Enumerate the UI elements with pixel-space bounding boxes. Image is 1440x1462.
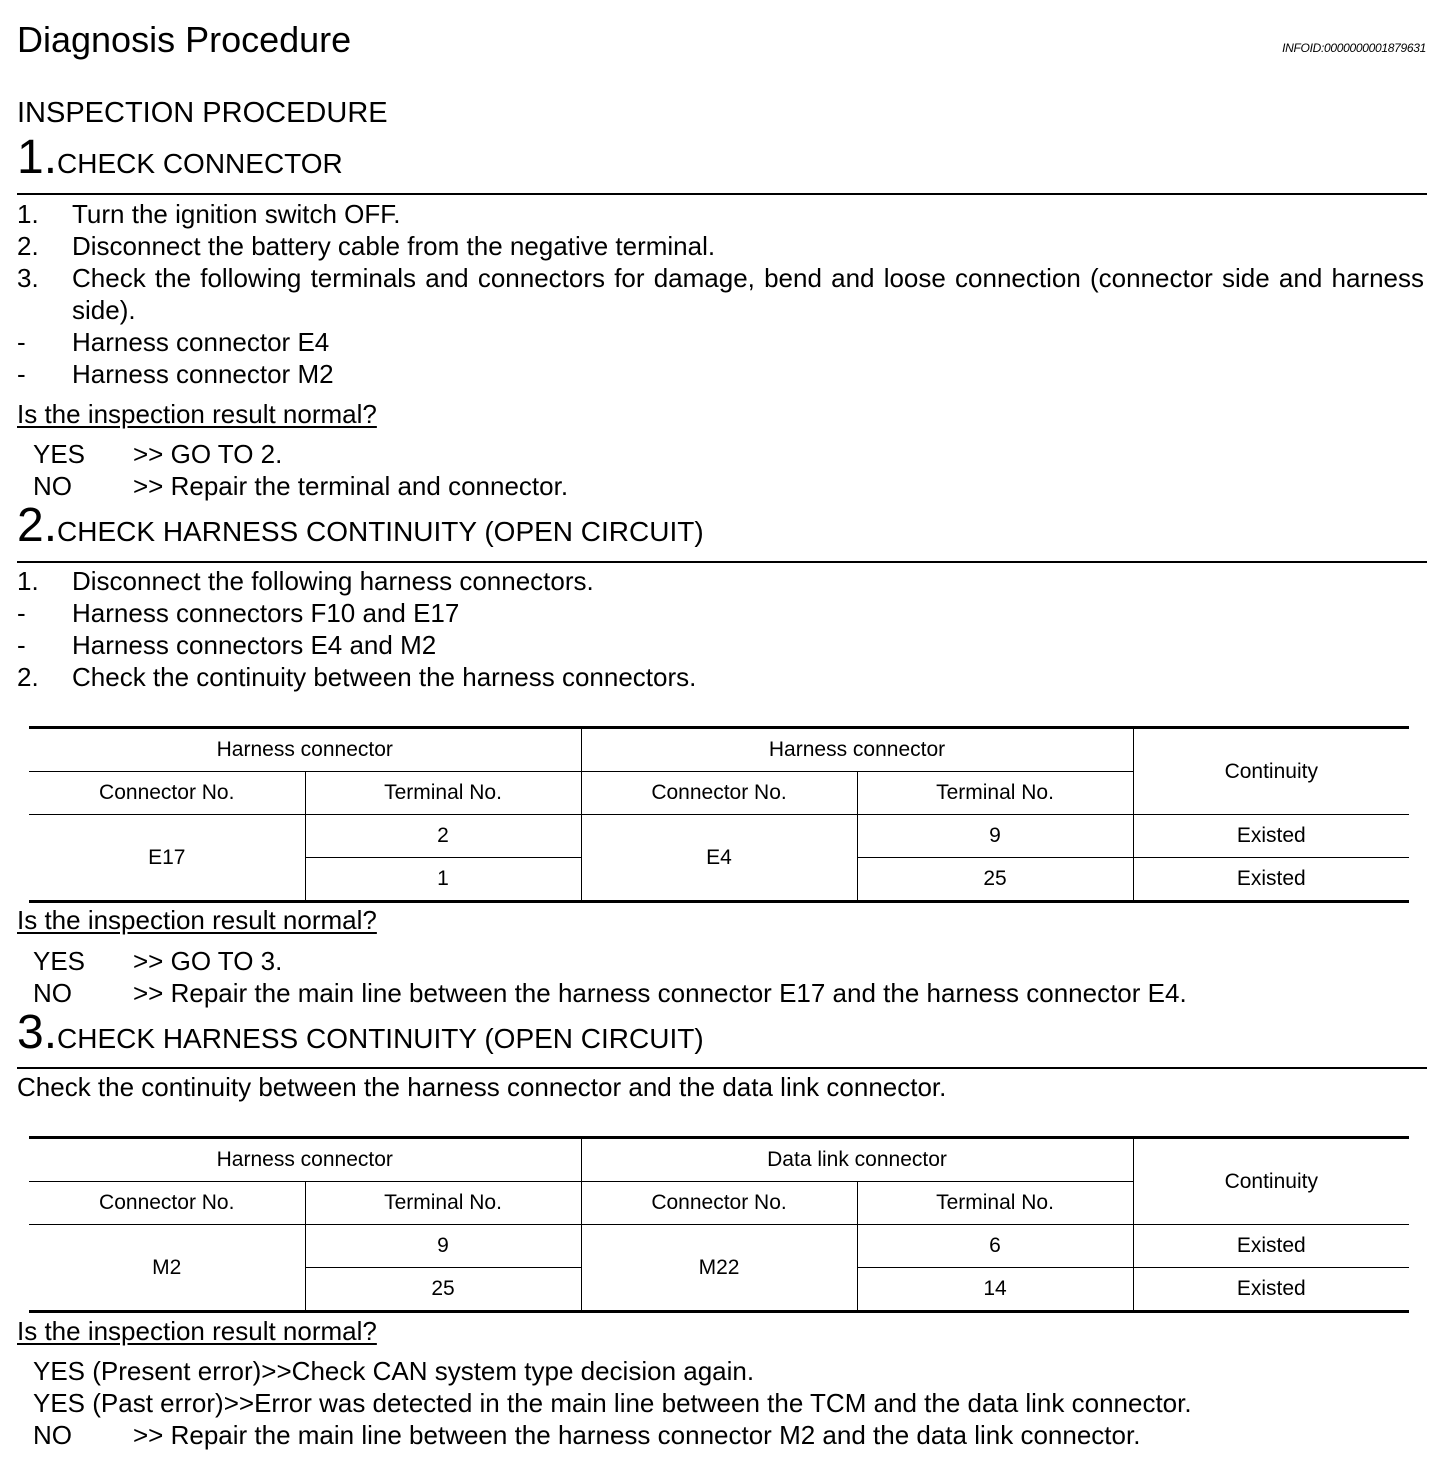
table-cell: M2: [152, 1255, 182, 1279]
list-item: [17, 661, 1424, 693]
answer-text: >> Repair the main line between the harness connector M2 and the data link connector.: [133, 1420, 1141, 1450]
table-header: Terminal No.: [305, 1182, 581, 1225]
list-item: [17, 198, 1424, 230]
answer-yes-past: [33, 1387, 1192, 1419]
list-text: Harness connectors E4 and M2: [72, 630, 437, 660]
list-text: Harness connectors F10 and E17: [72, 598, 460, 628]
step-1-heading: [17, 131, 343, 184]
continuity-table-2: [29, 1136, 1409, 1313]
table-header: Terminal No.: [857, 1182, 1133, 1225]
table-cell: Existed: [1133, 1268, 1409, 1312]
list-marker: -: [17, 598, 26, 628]
step-2-heading: [17, 499, 704, 552]
answer-key: YES: [33, 946, 86, 976]
list-marker: 1.: [17, 199, 39, 229]
table-cell: 1: [305, 858, 581, 902]
table-cell: E17: [148, 845, 186, 869]
table-header: Terminal No.: [305, 772, 581, 815]
answer-key: YES (Present error): [33, 1356, 262, 1386]
table-header-continuity: Continuity: [1133, 1138, 1409, 1225]
divider: [17, 561, 1427, 563]
answer-text: >>Check CAN system type decision again.: [261, 1356, 755, 1386]
table-group-header: Data link connector: [581, 1138, 1133, 1182]
table-cell: 25: [857, 858, 1133, 902]
list-text: Turn the ignition switch OFF.: [72, 199, 401, 229]
list-marker: -: [17, 327, 26, 357]
section-title: INSPECTION PROCEDURE: [17, 97, 388, 129]
table-cell: E4: [581, 815, 857, 902]
table-group-header: Harness connector: [29, 1138, 581, 1182]
info-id: INFOID:0000000001879631: [1282, 41, 1426, 55]
inspection-question: Is the inspection result normal?: [17, 905, 377, 935]
table-cell: 6: [857, 1225, 1133, 1268]
step-title: CHECK HARNESS CONTINUITY (OPEN CIRCUIT): [57, 516, 704, 547]
table-cell: 9: [857, 815, 1133, 858]
answer-yes: [33, 945, 282, 977]
answer-text: >> GO TO 2.: [133, 439, 283, 469]
list-text: Disconnect the battery cable from the negative terminal.: [72, 231, 716, 261]
continuity-table-1: [29, 726, 1409, 903]
answer-text: >>Error was detected in the main line between the TCM and the data link connector.: [223, 1388, 1192, 1418]
inspection-question: Is the inspection result normal?: [17, 1316, 377, 1346]
answer-key: NO: [33, 978, 72, 1008]
step-title: CHECK HARNESS CONTINUITY (OPEN CIRCUIT): [57, 1023, 704, 1054]
table-header: Connector No.: [29, 772, 305, 815]
answer-text: >> GO TO 3.: [133, 946, 283, 976]
answer-yes: [33, 438, 282, 470]
table-header: Connector No.: [581, 1182, 857, 1225]
answer-key: YES: [33, 439, 86, 469]
list-marker: 1.: [17, 566, 39, 596]
list-text: Check the following terminals and connectors for damage, bend and loose connection (connector side and harness side).: [72, 263, 1424, 325]
table-cell: Existed: [1133, 815, 1409, 858]
table-header-continuity: Continuity: [1133, 728, 1409, 815]
list-marker: 3.: [17, 263, 39, 293]
list-marker: 2.: [17, 231, 39, 261]
answer-no: [33, 1419, 1140, 1451]
list-marker: 2.: [17, 662, 39, 692]
answer-text: >> Repair the main line between the harness connector E17 and the harness connector E4.: [133, 978, 1187, 1008]
table-cell: 9: [305, 1225, 581, 1268]
list-marker: -: [17, 630, 26, 660]
answer-no: [33, 977, 1187, 1009]
step-number: 2.: [17, 499, 58, 552]
divider: [17, 193, 1427, 195]
step-2-list: [17, 565, 1424, 693]
step-1-list: [17, 198, 1424, 390]
table-group-header: Harness connector: [581, 728, 1133, 772]
step-number: 3.: [17, 1006, 58, 1059]
list-item: [17, 629, 1424, 661]
answer-key: YES (Past error): [33, 1388, 224, 1418]
step-number: 1.: [17, 131, 58, 184]
table-cell: Existed: [1133, 1225, 1409, 1268]
answer-key: NO: [33, 1420, 72, 1450]
step-3-instruction: Check the continuity between the harness connector and the data link connector.: [17, 1072, 947, 1102]
list-item: [17, 597, 1424, 629]
table-group-header: Harness connector: [29, 728, 581, 772]
list-item: [17, 326, 1424, 358]
table-header: Terminal No.: [857, 772, 1133, 815]
list-item: [17, 230, 1424, 262]
list-text: Harness connector M2: [72, 359, 334, 389]
step-3-heading: [17, 1006, 704, 1059]
list-text: Harness connector E4: [72, 327, 330, 357]
table-cell: 25: [305, 1268, 581, 1312]
list-text: Disconnect the following harness connectors.: [72, 566, 594, 596]
table-header: Connector No.: [581, 772, 857, 815]
answer-key: NO: [33, 471, 72, 501]
table-cell: 14: [857, 1268, 1133, 1312]
table-cell: Existed: [1133, 858, 1409, 902]
list-item: [17, 565, 1424, 597]
divider: [17, 1067, 1427, 1069]
inspection-question: Is the inspection result normal?: [17, 399, 377, 429]
list-item: [17, 262, 1424, 326]
list-marker: -: [17, 359, 26, 389]
table-cell: 2: [305, 815, 581, 858]
page-title: Diagnosis Procedure: [17, 19, 352, 60]
list-item: [17, 358, 1424, 390]
answer-no: [33, 470, 568, 502]
step-title: CHECK CONNECTOR: [57, 148, 343, 179]
answer-yes-present: [33, 1355, 754, 1387]
table-header: Connector No.: [29, 1182, 305, 1225]
answer-text: >> Repair the terminal and connector.: [133, 471, 569, 501]
list-text: Check the continuity between the harness connectors.: [72, 662, 697, 692]
table-cell: M22: [581, 1225, 857, 1312]
